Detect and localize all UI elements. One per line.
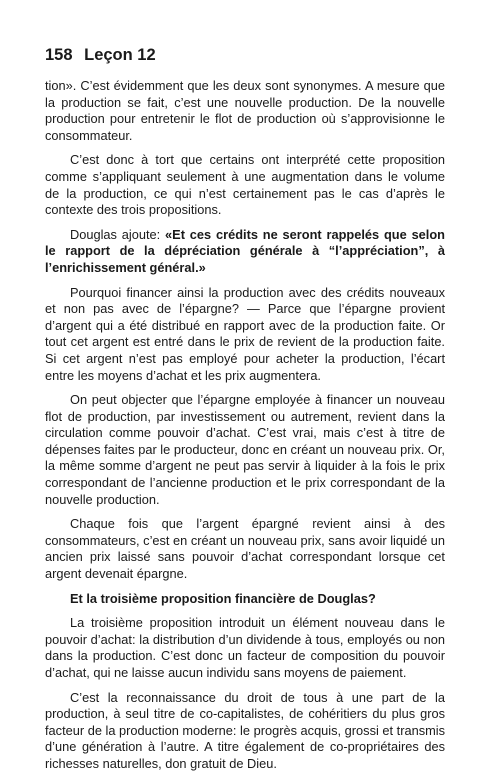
paragraph-1: tion». C’est évidemment que les deux sont synonymes. A mesure que la production se fait, c’est une nouvelle production. De la nouvelle production pour entretenir le flot de production où s’approvisionne le consommateur. bbox=[45, 78, 445, 143]
paragraph-4: Pourquoi financer ainsi la production avec des crédits nouveaux et non pas avec de l’épargne? — Parce que l’épargne provient d’argent qui a été distribué en rapport avec de la production faite. Or tout cet argent est entré dans le prix de revient de la production faite. Si cet argent n’est pas employé pour acheter la production, l’écart entre les moyens d’achat et les prix augmentera. bbox=[45, 284, 445, 383]
douglas-quote: «Et ces crédits ne seront rappelés que selon le rapport de la dépréciation générale à “l’appréciation”, à l’enrichissement général.» bbox=[45, 226, 445, 275]
paragraph-9: C’est la reconnaissance du droit de tous à une part de la production, à seul titre de co-capitalistes, de cohéritiers du plus gros facteur de la production moderne: le progrès acquis, grossi et transmis d’une génération à l’autre. A titre également de co-propriétaires des richesses naturelles, don gratuit de Dieu. bbox=[45, 689, 445, 771]
paragraph-3-lead: Douglas ajoute: bbox=[70, 226, 166, 242]
section-question bbox=[45, 591, 445, 608]
lesson-title: Leçon 12 bbox=[84, 46, 156, 64]
paragraph-6: Chaque fois que l’argent épargné revient ainsi à des consommateurs, c’est en créant un nouveau prix, sans avoir liquidé un ancien prix laissé sans pouvoir d’achat correspondant lorsque cet argent devenait épargne. bbox=[45, 516, 445, 582]
question-text: Et la troisième proposition financière de Douglas? bbox=[70, 590, 376, 606]
paragraph-5: On peut objecter que l’épargne employée à financer un nouveau flot de production, par investissement ou autrement, revient dans la circulation comme pouvoir d’achat. C’est vrai, mais c’est à titre de dépenses faites par le producteur, donc en créant un nouveau prix. Or, la même somme d’argent ne peut pas servir à liquider à la fois le prix correspondant de l’ancienne production et le prix correspondant de la nouvelle production. bbox=[45, 392, 445, 507]
page-number: 158 bbox=[45, 46, 73, 64]
paragraph-8: La troisième proposition introduit un élément nouveau dans le pouvoir d’achat: la distribution d’un dividende à tous, employés ou non dans la production. C’est donc un facteur de composition du pouvoir d’achat, qui ne laisse aucun individu sans moyens de paiement. bbox=[45, 615, 445, 680]
page bbox=[45, 46, 445, 781]
paragraph-2: C’est donc à tort que certains ont interprété cette proposition comme s’appliquant seulement à une augmentation dans le volume de la production, ce qui n’est certainement pas le cas d’après le contexte des trois propositions. bbox=[45, 152, 445, 218]
paragraph-3 bbox=[45, 227, 445, 277]
page-header bbox=[45, 46, 445, 65]
